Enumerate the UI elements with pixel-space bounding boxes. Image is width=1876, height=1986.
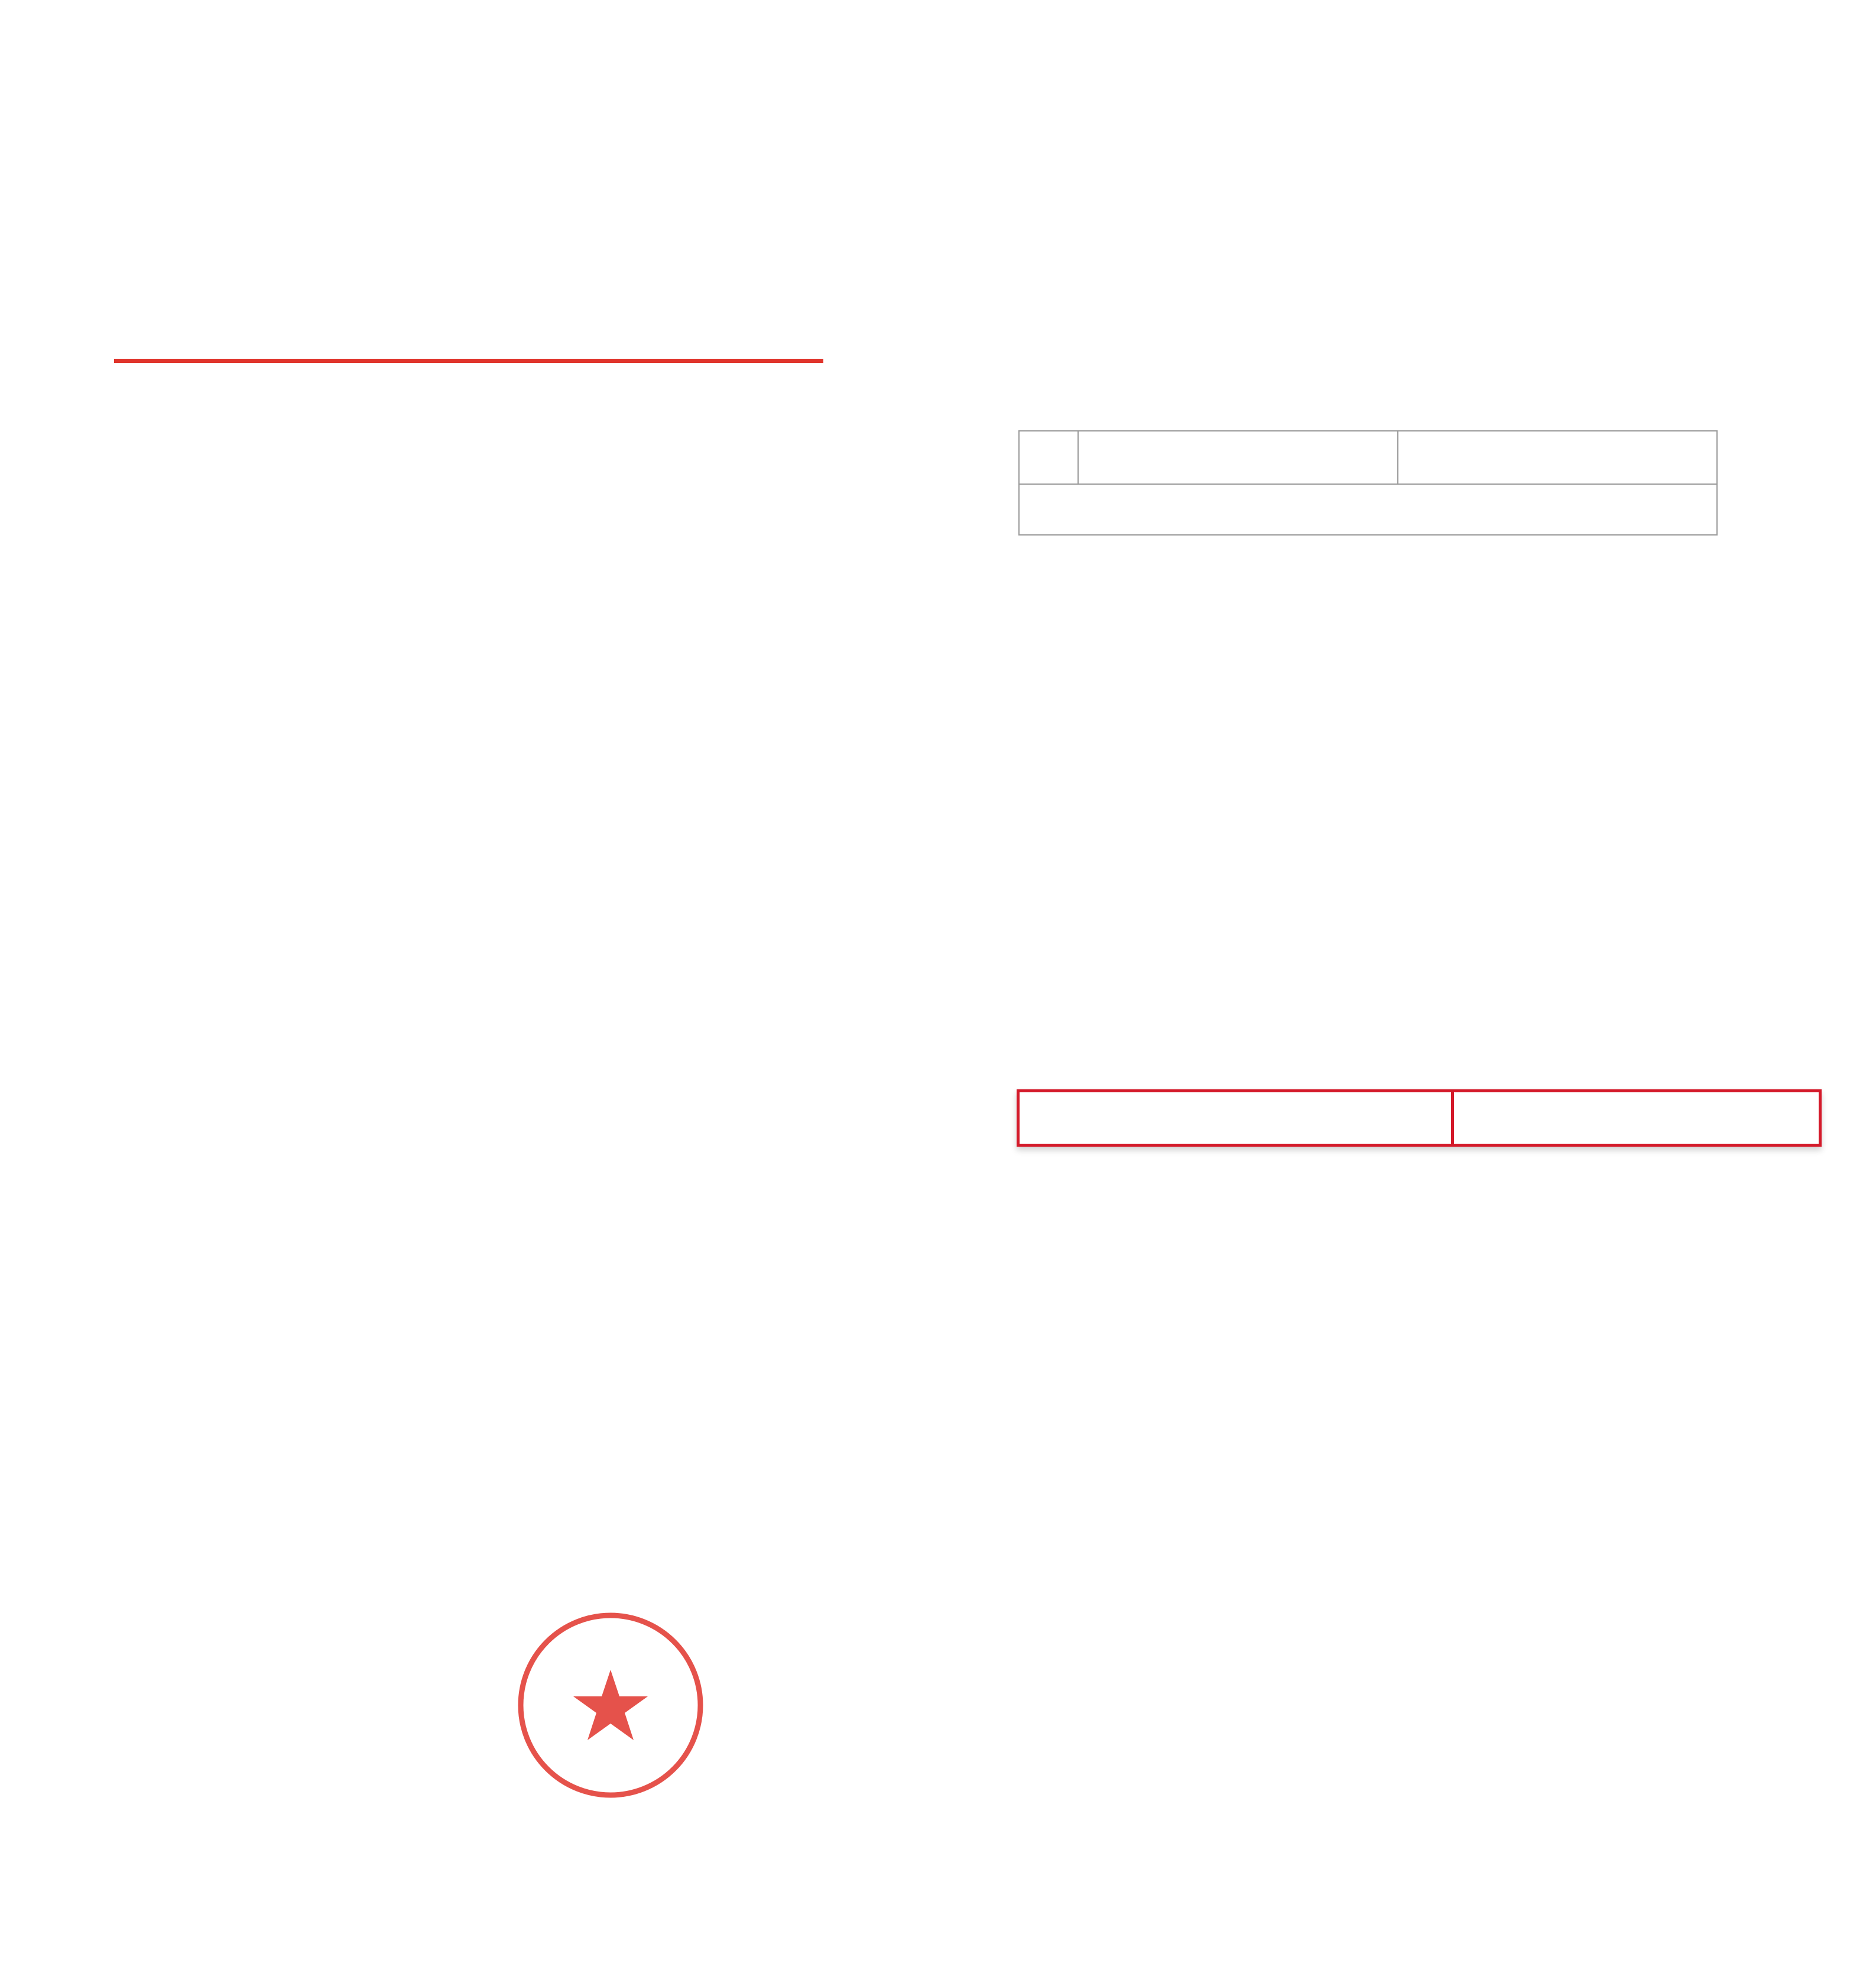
notice-document [0,0,887,1986]
document-header [133,129,784,241]
column-header-operator [1398,431,1718,484]
results-table [1018,430,1718,536]
category-label [1019,484,1717,535]
red-divider [114,359,823,363]
column-header-index [1019,431,1078,484]
highlight-divider [1451,1092,1454,1144]
table-header-row [1019,431,1717,484]
table-body-top [1019,484,1717,535]
highlight-row [1017,1089,1822,1147]
official-seal [513,1608,708,1803]
column-header-incubator [1078,431,1398,484]
category-row [1019,484,1717,535]
